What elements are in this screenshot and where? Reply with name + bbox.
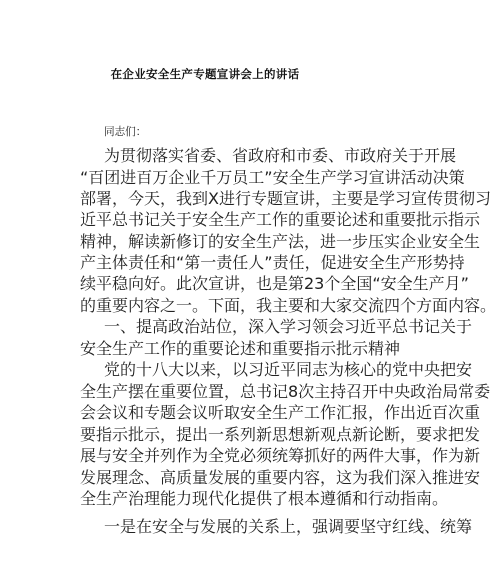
- text-line: 要指示批示，提出一系列新思想新观点新论断，要求把发: [80, 425, 481, 444]
- text-line: 会会议和专题会议听取安全生产工作汇报，作出近百次重: [80, 403, 481, 422]
- text-line: 续平稳向好。此次宣讲，也是第23个全国“安全生产月”: [80, 274, 469, 293]
- text-line: “百团进百万企业千万员工”安全生产学习宣讲活动决策: [80, 168, 465, 187]
- text-line: 部署，今天，我到X进行专题宣讲，主要是学习宣传贯彻习: [80, 189, 491, 208]
- text-line: 近平总书记关于安全生产工作的重要论述和重要批示指示: [80, 210, 481, 229]
- text-line: 全生产摆在重要位置，总书记8次主持召开中央政治局常委: [80, 382, 491, 401]
- text-line: 全生产治理能力现代化提供了根本遵循和行动指南。: [80, 489, 449, 508]
- text-line: 一是在安全与发展的关系上，强调要坚守红线、统筹: [104, 517, 473, 536]
- text-line: 党的十八大以来，以习近平同志为核心的党中央把安: [104, 360, 473, 379]
- section-heading: 一、提高政治站位，深入学习领会习近平总书记关于: [104, 317, 473, 336]
- text-line: 的重要内容之一。下面，我主要和大家交流四个方面内容。: [80, 296, 496, 315]
- text-line: 精神，解读新修订的安全生产法，进一步压实企业安全生: [80, 232, 481, 251]
- text-line: 为贯彻落实省委、省政府和市委、市政府关于开展: [104, 146, 457, 165]
- text-line: 产主体责任和“第一责任人”责任，促进安全生产形势持: [80, 253, 465, 272]
- text-line: 发展理念、高质量发展的重要内容，这为我们深入推进安: [80, 468, 481, 487]
- section-heading: 安全生产工作的重要论述和重要指示批示精神: [80, 339, 401, 358]
- document-title: 在企业安全生产专题宣讲会上的讲话: [110, 67, 300, 81]
- greeting: 同志们：: [104, 126, 147, 138]
- text-line: 展与安全并列作为全党必须统筹抓好的两件大事，作为新: [80, 446, 481, 465]
